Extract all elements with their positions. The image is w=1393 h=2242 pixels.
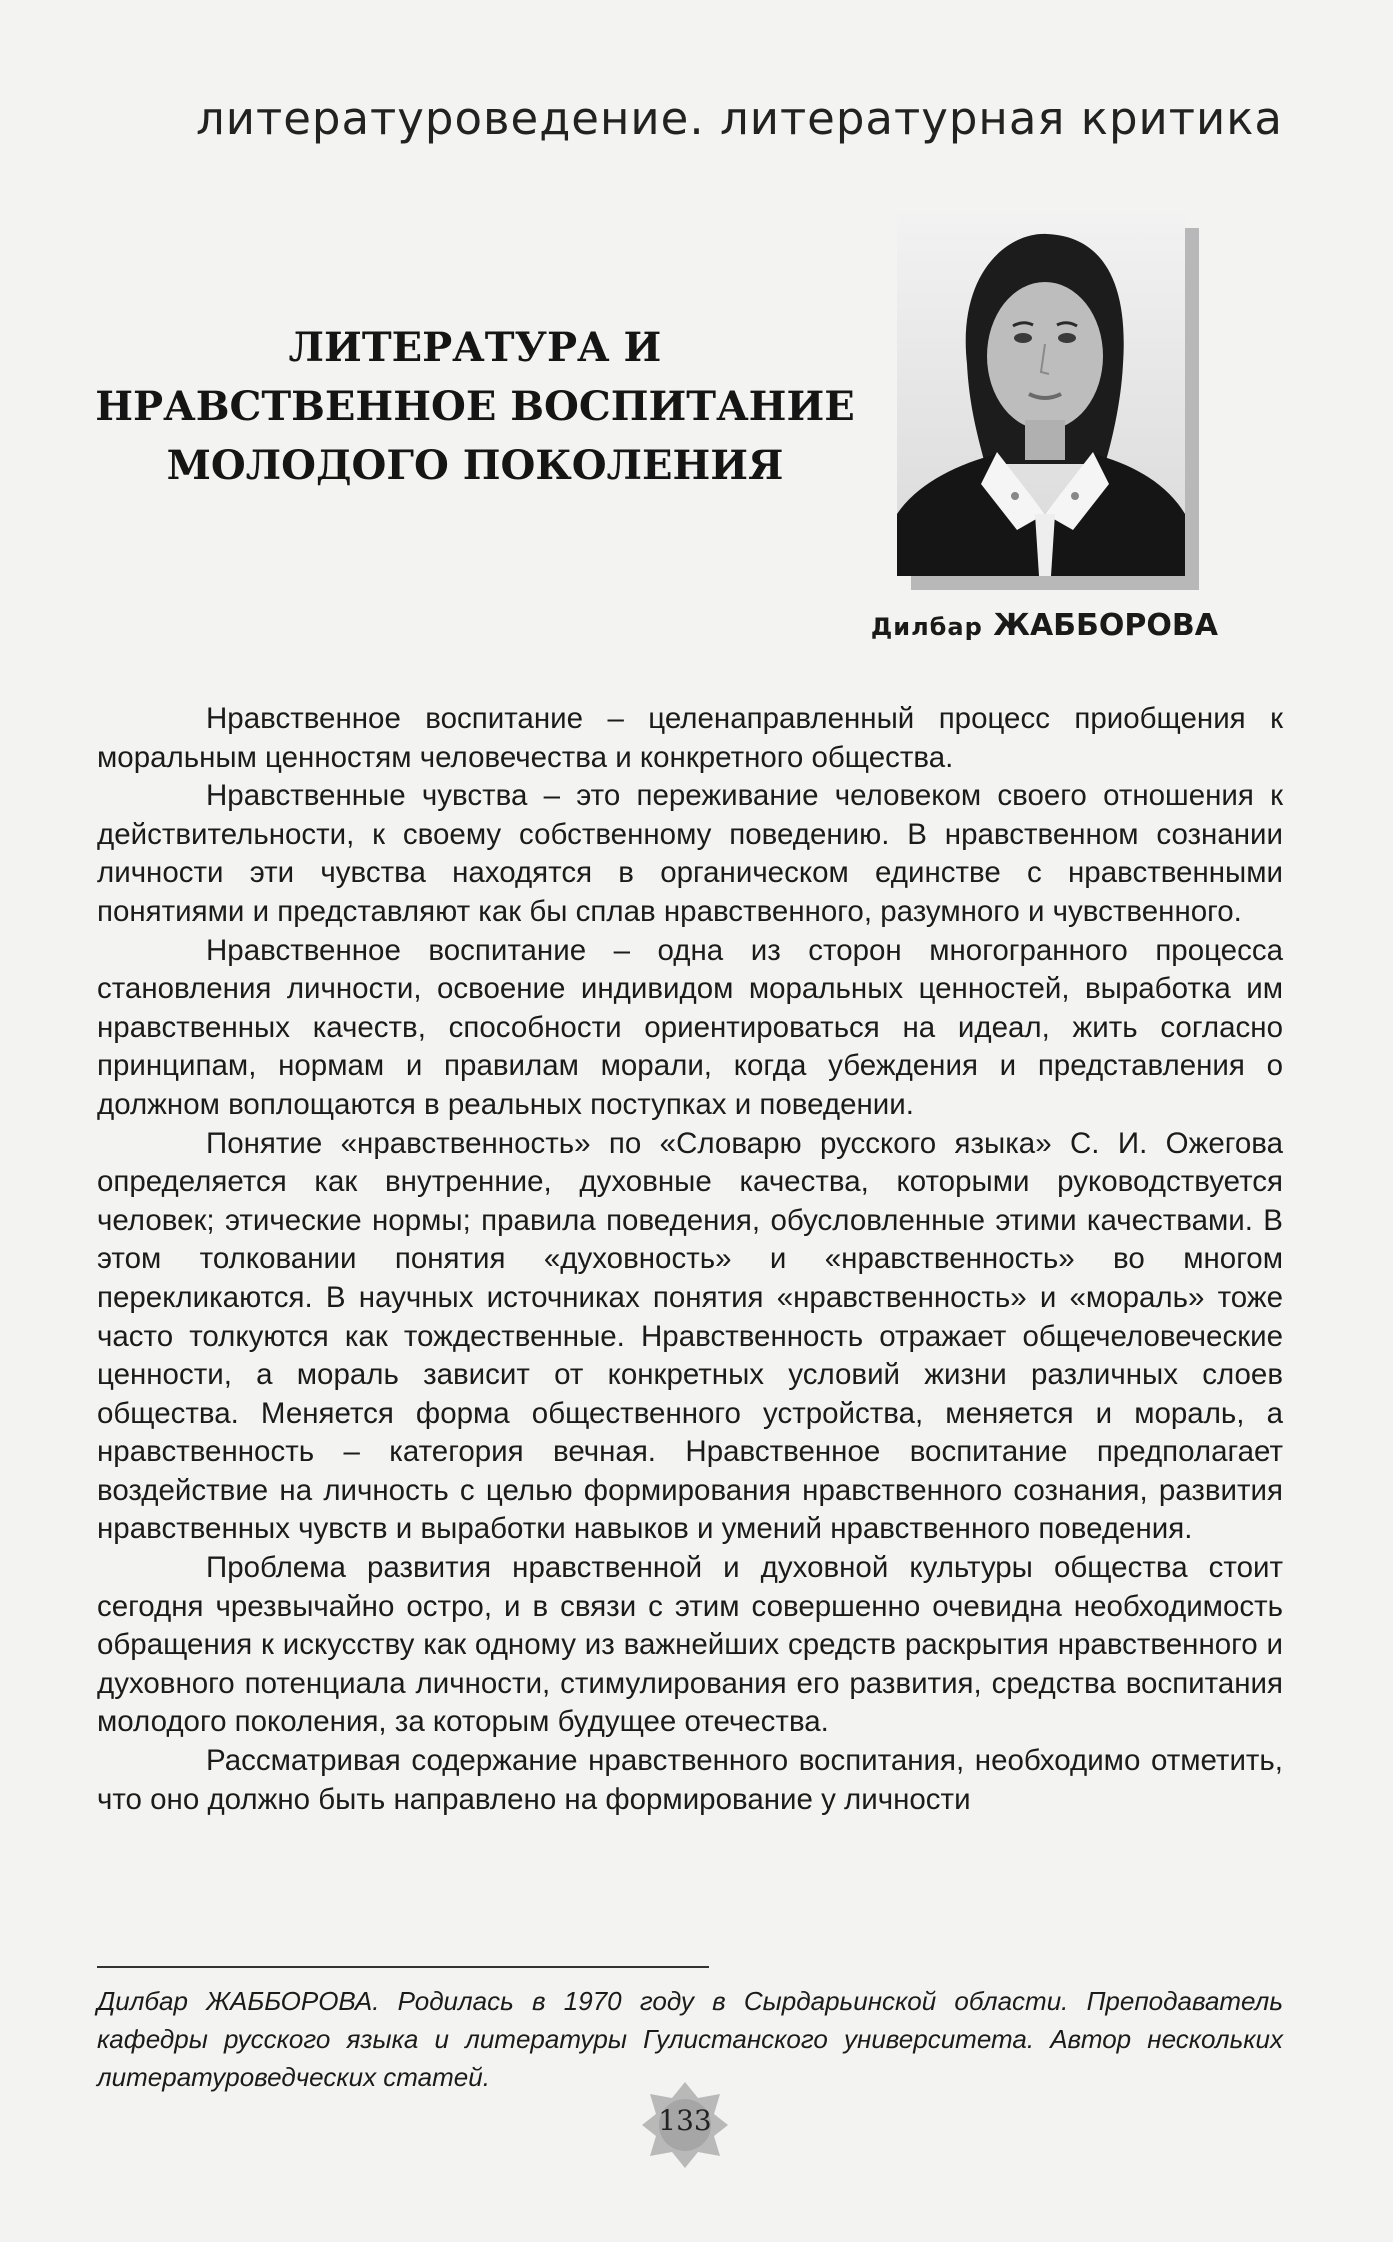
footnote-divider [97, 1966, 709, 1968]
section-header: литературоведение. литературная критика [196, 92, 1283, 145]
paragraph: Нравственное воспитание – целенаправленный процесс приобщения к моральным ценностям человечества и конкретного общества. [97, 702, 1283, 774]
paragraph: Нравственное воспитание – одна из сторон многогранного процесса становления личности, освоение индивидом моральных ценностей, выработка им нравственных качеств, способности ориентироваться на идеал, жить согласно принципам, нормам и правилам морали, когда убеждения и представления о должном воплощаются в реальных поступках и поведении. [97, 933, 1283, 1121]
portrait-image [897, 214, 1185, 576]
title-line: МОЛОДОГО ПОКОЛЕНИЯ [166, 442, 784, 489]
author-name [871, 608, 1218, 643]
title-line: ЛИТЕРАТУРА И [288, 324, 662, 371]
author-photo [897, 214, 1185, 576]
paragraph: Проблема развития нравственной и духовной культуры общества стоит сегодня чрезвычайно остро, и в связи с этим совершенно очевидна необходимость обращения к искусству как одному из важнейших средств раскрытия нравственного и духовного потенциала личности, стимулирования его развития, средства воспитания молодого поколения, за которым будущее отечества. [97, 1551, 1283, 1739]
article-title [70, 318, 880, 495]
article-body [97, 700, 1283, 1819]
author-first-name: Дилбар [870, 613, 983, 641]
author-last-name: ЖАББОРОВА [993, 608, 1218, 643]
footnote: Дилбар ЖАББОРОВА. Родилась в 1970 году в Сырдарьинской области. Преподаватель кафедры русского языка и литературы Гулистанского университета. Автор нескольких литературоведческих статей. [97, 1986, 1283, 2092]
paragraph: Рассматривая содержание нравственного воспитания, необходимо отметить, что оно должно быть направлено на формирование у личности [97, 1744, 1283, 1816]
paragraph: Понятие «нравственность» по «Словарю русского языка» С. И. Ожегова определяется как внутренние, духовные качества, которыми руководствуется человек; этические нормы; правила поведения, обусловленные этими качествами. В этом толковании понятия «духовность» и «нравственность» во многом перекликаются. В научных источниках понятия «нравственность» и «мораль» тоже часто толкуются как тождественные. Нравственность отражает общечеловеческие ценности, а мораль зависит от конкретных условий жизни различных слоев общества. Меняется форма общественного устройства, меняется и мораль, а нравственность – категория вечная. Нравственное воспитание предполагает воздействие на личность с целью формирования нравственного сознания, развития нравственных чувств и выработки навыков и умений нравственного поведения. [97, 1126, 1283, 1546]
title-line: НРАВСТВЕННОЕ ВОСПИТАНИЕ [95, 383, 855, 430]
paragraph: Нравственные чувства – это переживание человеком своего отношения к действительности, к своему собственному поведению. В нравственном сознании личности эти чувства находятся в органическом единстве с нравственными понятиями и представляют как бы сплав нравственного, разумного и чувственного. [97, 779, 1283, 928]
page-number: 133 [658, 2104, 712, 2137]
